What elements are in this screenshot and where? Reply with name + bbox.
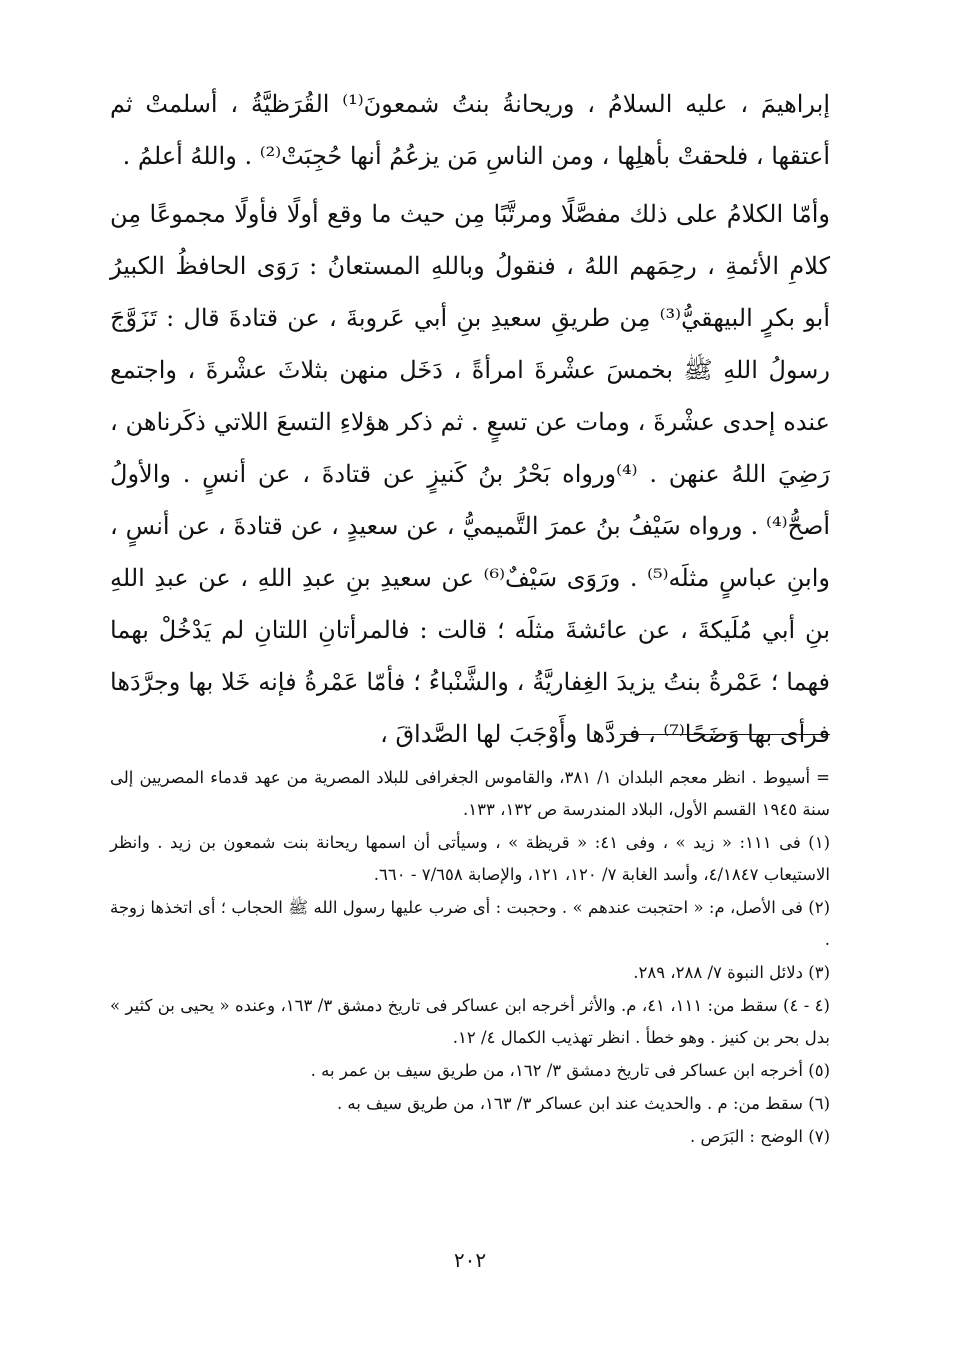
- footnote-5: (٥) أخرجه ابن عساكر فى تاريخ دمشق ٣/ ١٦٢، من طريق سيف بن عمر به .: [310, 1061, 830, 1080]
- footnote-1: (١) فى ١١١: « زيد » ، وفى ٤١: « قريظة » ، وسيأتى أن اسمها ريحانة بنت شمعون بن زيد . وانظر الاستيعاب ٤/١٨٤٧، وأسد الغابة ٧/ ١٢٠، ١٢١، والإصابة ٧/٦٥٨ - ٦٦٠.: [110, 833, 831, 884]
- main-paragraph-1: إبراهيمَ ، عليه السلامُ ، وريحانةُ بنتُ شمعونَ⁽¹⁾ القُرَظيَّةُ ، أسلمتْ ثم أعتقها ، فلحقتْ بأهلِها ، ومن الناسِ مَن يزعُمُ أنها حُجِبَتْ⁽²⁾ . واللهُ أعلمُ .: [110, 90, 830, 170]
- page-number: ٢٠٢: [453, 1248, 487, 1272]
- main-paragraph-2: وأمّا الكلامُ على ذلك مفصَّلًا ومرتَّبًا مِن حيث ما وقع أولًا فأولًا مجموعًا مِن كلامِ الأئمةِ ، رحِمَهم اللهُ ، فنقولُ وباللهِ المستعانُ : رَوَى الحافظُ الكبيرُ أبو بكرٍ البيهقيُّ⁽³⁾ مِن طريقِ سعيدِ بنِ أبي عَروبةَ ، عن قتادةَ قال : تَزَوَّجَ رسولُ اللهِ ﷺ بخمسَ عشْرةَ امرأةً ، دَخَل منهن بثلاثَ عشْرةَ ، واجتمع عنده إحدى عشْرةَ ، ومات عن تسعٍ . ثم ذكر هؤلاءِ التسعَ اللاتي ذكَرناهن ، رَضِيَ اللهُ عنهن . ⁽⁴⁾ورواه بَحْرُ بنُ كَنيزٍ عن قتادةَ ، عن أنسٍ . والأولُ أصحُّ⁽⁴⁾ . ورواه سَيْفُ بنُ عمرَ التَّميميُّ ، عن سعيدٍ ، عن قتادةَ ، عن أنسٍ ، وابنِ عباسٍ مثلَه⁽⁵⁾ . ورَوَى سَيْفٌ⁽⁶⁾ عن سعيدِ بنِ عبدِ اللهِ ، عن عبدِ اللهِ بنِ أبي مُلَيكةَ ، عن عائشةَ مثلَه ؛ قالت : فالمرأتانِ اللتانِ لم يَدْخُلْ بهما فهما ؛ عَمْرةُ بنتُ يزيدَ الغِفاريَّةُ ، والشَّنْباءُ ؛ فأمّا عَمْرةُ فإنه خَلا بها وجرَّدَها فرأى بها وَضَحًا⁽⁷⁾ ، فردَّها وأَوْجَبَ لها الصَّداقَ ،: [110, 200, 830, 748]
- footnote-continuation: = أسيوط . انظر معجم البلدان ١/ ٣٨١، والقاموس الجغرافى للبلاد المصرية من عهد قدماء المصريين إلى سنة ١٩٤٥ القسم الأول، البلاد المندرسة ص ١٣٢، ١٣٣.: [110, 768, 831, 819]
- footnote-7: (٧) الوضح : البَرَص .: [690, 1127, 830, 1146]
- footnote-3: (٣) دلائل النبوة ٧/ ٢٨٨، ٢٨٩.: [633, 963, 830, 982]
- document-page: [110, 78, 830, 1298]
- footnotes: [110, 762, 830, 1154]
- footnote-divider: [620, 734, 830, 735]
- footnote-2: (٢) فى الأصل، م: « احتجبت عندهم » . وحجبت : أى ضرب عليها رسول الله ﷺ الحجاب ؛ أى اتخذها زوجة .: [110, 898, 830, 949]
- footnote-6: (٦) سقط من: م . والحديث عند ابن عساكر ٣/ ١٦٣، من طريق سيف به .: [336, 1094, 830, 1113]
- footnote-4: (٤ - ٤) سقط من: ١١١، ٤١، م. والأثر أخرجه ابن عساكر فى تاريخ دمشق ٣/ ١٦٣، وعنده « يحيى بن كثير » بدل بحر بن كنيز . وهو خطأ . انظر تهذيب الكمال ٤/ ١٢.: [110, 996, 830, 1047]
- main-text: [110, 78, 830, 760]
